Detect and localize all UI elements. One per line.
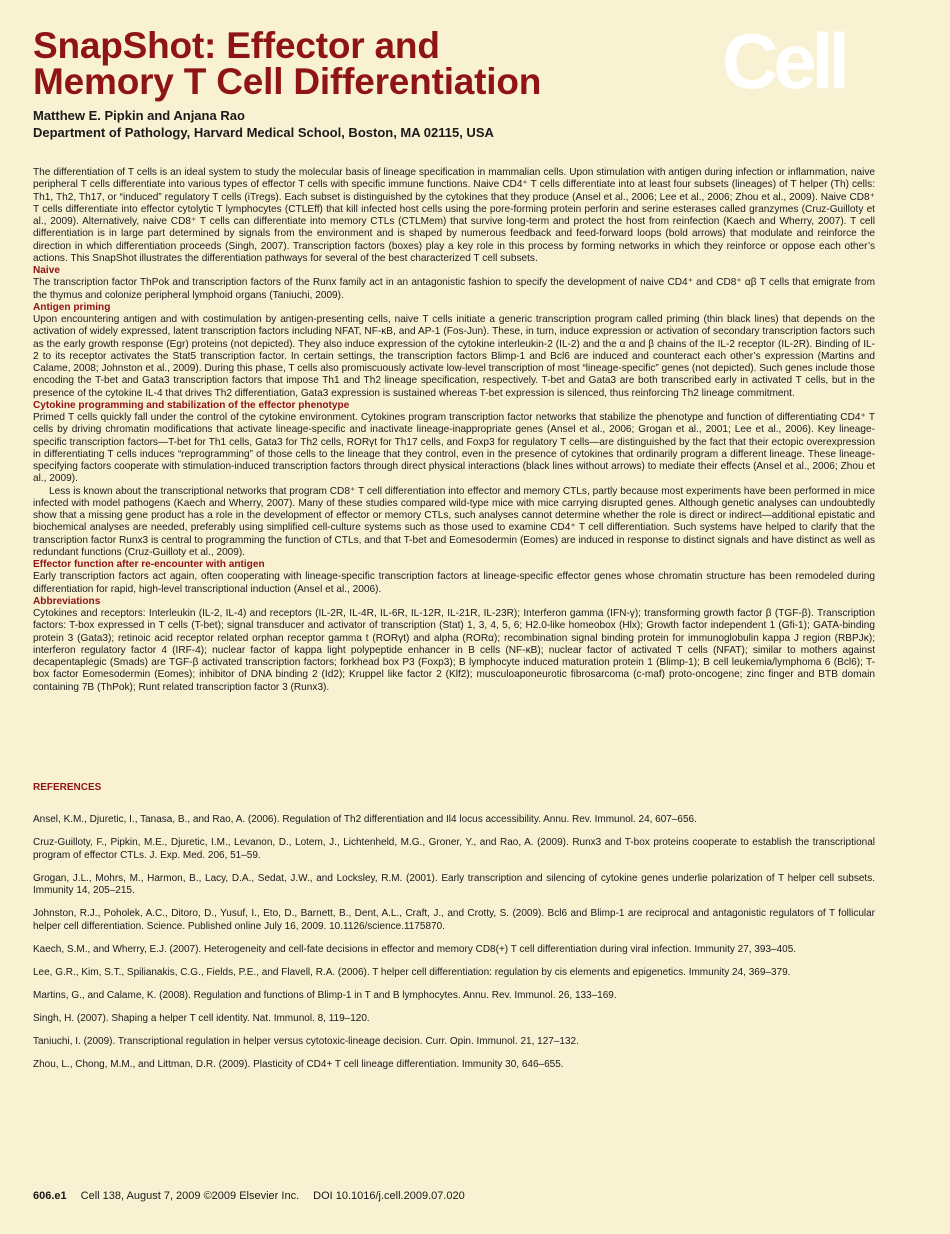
footer-citation: Cell 138, August 7, 2009 ©2009 Elsevier Inc. xyxy=(80,1190,300,1202)
title-line-2: Memory T Cell Differentiation xyxy=(33,61,542,102)
section-heading: Effector function after re-encounter with antigen xyxy=(33,559,265,570)
reference-item: Cruz-Guilloty, F., Pipkin, M.E., Djuretic, I.M., Levanon, D., Lotem, J., Lichtenheld, M.G., Groner, Y., and Rao, A. (2009). Runx3 and T-box proteins cooperate to establish the transcriptional program of effector CTLs. J. Exp. Med. 206, 51–59. xyxy=(33,837,875,861)
page-footer xyxy=(33,1189,465,1203)
section-heading: Antigen priming xyxy=(33,301,111,313)
section-paragraph: Primed T cells quickly fall under the control of the cytokine environment. Cytokines program transcription factor networks that stabilize the phenotype and function of differentiating CD4⁺ T cells by driving chromatin modifications that activate lineage-specific and inactivate lineage-inappropriate genes (Ansel et al., 2006; Grogan et al., 2001; Lee et al., 2006). Key lineage-specific transcription factors—T-bet for Th1 cells, Gata3 for Th2 cells, RORγt for Th17 cells, and Foxp3 for regulatory T cells—are distinguished by the fact that their ectopic overexpression in differentiating T cells induces “reprogramming” of those cells to the lineage that they control, even in the presence of cytokines that ordinarily program a different lineage. These lineage-specifying factors cooperate with stimulation-induced transcription factors through direct physical interactions (black lines without arrows) to mediate their effects (Ansel et al., 2006; Zhou et al., 2009). xyxy=(33,412,875,485)
section-heading: Abbreviations xyxy=(33,595,101,607)
reference-item: Kaech, S.M., and Wherry, E.J. (2007). Heterogeneity and cell-fate decisions in effector and memory CD8(+) T cell differentiation during viral infection. Immunity 27, 393–405. xyxy=(33,943,797,955)
reference-item: Lee, G.R., Kim, S.T., Spilianakis, C.G., Fields, P.E., and Flavell, R.A. (2006). T helper cell differentiation: regulation by cis elements and epigenetics. Immunity 24, 369–379. xyxy=(33,966,791,978)
section-heading: Cytokine programming and stabilization of the effector phenotype xyxy=(33,399,350,411)
authors: Matthew E. Pipkin and Anjana Rao xyxy=(33,108,245,123)
reference-item: Taniuchi, I. (2009). Transcriptional regulation in helper versus cytotoxic-lineage decision. Curr. Opin. Immunol. 21, 127–132. xyxy=(33,1035,579,1047)
page-number: 606.e1 xyxy=(33,1190,67,1202)
section-heading: Naive xyxy=(33,265,60,276)
section-paragraph: Less is known about the transcriptional networks that program CD8⁺ T cell differentiation into effector and memory CTLs, partly because most experiments have been performed in mice infected with model pathogens (Kaech and Wherry, 2007). Many of these studies compared wild-type mice with mice carrying disrupted genes. Although genetic analyses can undoubtedly show that a missing gene product has a role in the development of effector or memory CTLs, such analyses cannot determine whether the role is direct or indirect—additional epistatic and biochemical analyses are needed, preferably using simplified cell-culture systems such as those used to examine CD4⁺ T cell differentiation. Such systems have helped to clarify that the transcription factor Runx3 is central to programming the function of CTLs, and that T-bet and Eomesodermin (Eomes) are induced in response to distinct signals and have distinct as well as redundant functions (Cruz-Guilloty et al., 2009). xyxy=(33,485,875,558)
reference-item: Ansel, K.M., Djuretic, I., Tanasa, B., and Rao, A. (2006). Regulation of Th2 differentiation and Il4 locus accessibility. Annu. Rev. Immunol. 24, 607–656. xyxy=(33,814,697,825)
section-paragraph: The transcription factor ThPok and transcription factors of the Runx family act in an antagonistic fashion to specify the development of naive CD4⁺ and CD8⁺ αβ T cells that emigrate from the thymus and colonize peripheral lymphoid organs (Taniuchi, 2009). xyxy=(33,277,875,301)
references-list xyxy=(33,814,875,1082)
article-body xyxy=(33,167,875,694)
reference-item: Zhou, L., Chong, M.M., and Littman, D.R. (2009). Plasticity of CD4+ T cell lineage differentiation. Immunity 30, 646–655. xyxy=(33,1058,564,1070)
reference-item: Johnston, R.J., Poholek, A.C., Ditoro, D., Yusuf, I., Eto, D., Barnett, B., Dent, A.L., Craft, J., and Crotty, S. (2009). Bcl6 and Blimp-1 are reciprocal and antagonistic regulators of T follicular helper cell differentiation. Science. Published online July 16, 2009. 10.1126/science.1175870. xyxy=(33,908,875,932)
section-paragraph: The differentiation of T cells is an ideal system to study the molecular basis of lineage specification in mammalian cells. Upon stimulation with antigen during infection or inflammation, naive peripheral T cells differentiate into various types of effector T cells with specific immune functions. Naive CD4⁺ T cells differentiate into at least four subsets (lineages) of T helper (Th) cells: Th1, Th2, Th17, or “induced” regulatory T cells (iTregs). Each subset is distinguished by the cytokines that they produce (Ansel et al., 2006; Lee et al., 2006; Zhou et al., 2009). Naive CD8⁺ T cells differentiate into effector cytolytic T lymphocytes (CTLEff) that kill infected host cells using the pore-forming protein perforin and serine esterases called granzymes (Cruz-Guilloty et al., 2009). Alternatively, naive CD8⁺ T cells can differentiate into memory CTLs (CTLMem) that survive long-term and protect the host from reinfection (Kaech and Wherry, 2007). T cell differentiation is in large part determined by signals from the environment and is shaped by numerous feedback and feed-forward loops (bold arrows) that modulate and reinforce the direction in which differentiation proceeds (Singh, 2007). Transcription factors (boxes) play a key role in this process by forming networks in which they reinforce or oppose each other’s actions. This SnapShot illustrates the differentiation pathways for several of the best characterized T cell subsets. xyxy=(33,167,875,264)
page-title xyxy=(33,25,542,102)
journal-logo: Cell xyxy=(722,17,846,105)
reference-item: Grogan, J.L., Mohrs, M., Harmon, B., Lacy, D.A., Sedat, J.W., and Locksley, R.M. (2001). Early transcription and silencing of cytokine genes underlie polarization of T helper cell subsets. Immunity 14, 205–215. xyxy=(33,872,875,896)
section-paragraph: Early transcription factors act again, often cooperating with lineage-specific transcription factors at lineage-specific effector genes whose chromatin structure has been remodeled during differentiation for rapid, high-level transcriptional induction (Ansel et al., 2006). xyxy=(33,571,875,595)
reference-item: Martins, G., and Calame, K. (2008). Regulation and functions of Blimp-1 in T and B lymphocytes. Annu. Rev. Immunol. 26, 133–169. xyxy=(33,989,617,1001)
footer-doi: DOI 10.1016/j.cell.2009.07.020 xyxy=(313,1190,465,1202)
section-paragraph: Upon encountering antigen and with costimulation by antigen-presenting cells, naive T cells initiate a generic transcription program called priming (thin black lines) that depends on the activation of widely expressed, latent transcription factors including NFAT, NF-κB, and AP-1 (Fos-Jun). These, in turn, induce expression or activation of secondary transcription factors such as the early growth response (Egr) proteins (not depicted). They also induce expression of the cytokine interleukin-2 (IL-2) and the α and β chains of the IL-2 receptor (IL-2R). Binding of IL-2 to its receptor activates the Stat5 transcription factor. In certain settings, the transcription factors Blimp-1 and Bcl6 are induced and counteract each other’s expression (Martins and Calame, 2008; Johnston et al., 2009). During this phase, T cells also promiscuously activate low-level transcription of most “lineage-specific” genes (not depicted). Such genes include those encoding the T-bet and Gata3 transcription factors that impose Th1 and Th2 lineage specification, respectively. T-bet and Gata3 are both transcribed early in activated T cells, but in the presence of the cytokine IL-4 that drives Th2 differentiation, Gata3 expression is sustained whereas T-bet expression is silenced, thus reinforcing Th2 lineage commitment. xyxy=(33,314,875,399)
title-line-1: SnapShot: Effector and xyxy=(33,25,440,66)
reference-item: Singh, H. (2007). Shaping a helper T cell identity. Nat. Immunol. 8, 119–120. xyxy=(33,1012,370,1024)
references-heading: REFERENCES xyxy=(33,782,102,793)
section-paragraph: Cytokines and receptors: Interleukin (IL-2, IL-4) and receptors (IL-2R, IL-4R, IL-6R, IL-12R, IL-21R, IL-23R); Interferon gamma (IFN-γ); transforming growth factor β (TGF-β). Transcription factors: T-box expressed in T cells (T-bet); signal transducer and activator of transcription (Stat) 1, 3, 4, 5, 6; H2.0-like homeobox (Hlx); Growth factor independent 1 (Gfi-1); GATA-binding protein 3 (Gata3); retinoic acid receptor related orphan receptor gamma t (RORγt) and alpha (RORα); recombination signal binding protein for immunoglobulin kappa J region (RBPJκ); interferon regulatory factor 4 (IRF-4); nuclear factor of kappa light polypeptide enhancer in B cells (NF-κB); nuclear factor of activated T cells (NFAT); similar to mothers against decapentaplegic (Smads) are TGF-β activated transcription factors; forkhead box P3 (Foxp3); B lymphocyte induced maturation protein 1 (Blimp-1); B cell leukemia/lymphoma 6 (Bcl6); T-box factor Eomesodermin (Eomes); inhibitor of DNA binding 2 (Id2); Kruppel like factor 2 (Klf2); musculoaponeurotic fibrosarcoma (c-maf) proto-oncogene; zinc finger and BTB domain containing 7B (ThPok); Runt related transcription factor 3 (Runx3). xyxy=(33,608,875,693)
affiliation: Department of Pathology, Harvard Medical School, Boston, MA 02115, USA xyxy=(33,125,494,140)
